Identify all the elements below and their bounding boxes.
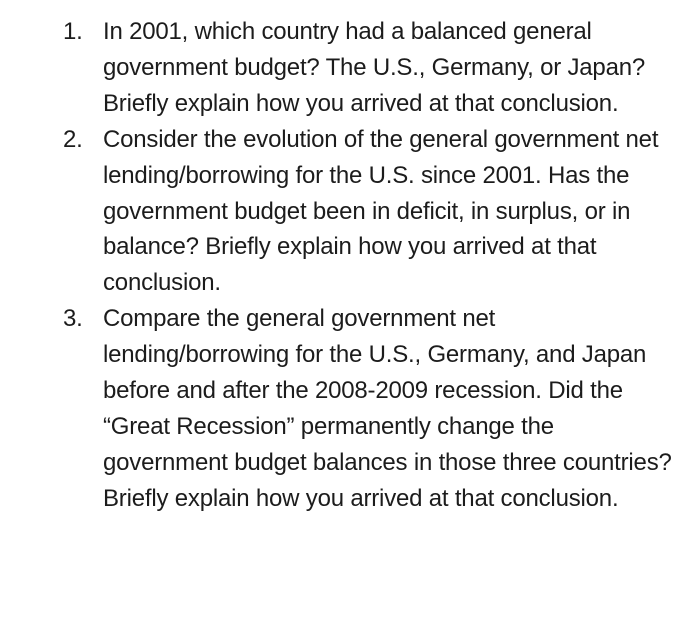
question-number: 1. [63,18,83,45]
question-text: Consider the evolution of the general government net lending/borrowing for the U.S. since 2001. Has the government budget been in deficit, in surplus, or in balance? Briefly explain how you arrived at that conclusion. [103,125,659,297]
question-item-3 [0,301,700,516]
question-item-2 [0,122,700,302]
question-item-1 [0,14,700,122]
question-number: 2. [63,125,83,153]
question-text: In 2001, which country had a balanced general government budget? The U.S., Germany, or Japan? Briefly explain how you arrived at that conclusion. [103,18,646,117]
question-number: 3. [63,305,83,333]
question-text: Compare the general government net lending/borrowing for the U.S., Germany, and Japan before and after the 2008-2009 recession. Did the “Great Recession” permanently change the government budget balances in those three countries? Briefly explain how you arrived at that conclusion. [103,305,672,512]
question-list [0,14,700,517]
